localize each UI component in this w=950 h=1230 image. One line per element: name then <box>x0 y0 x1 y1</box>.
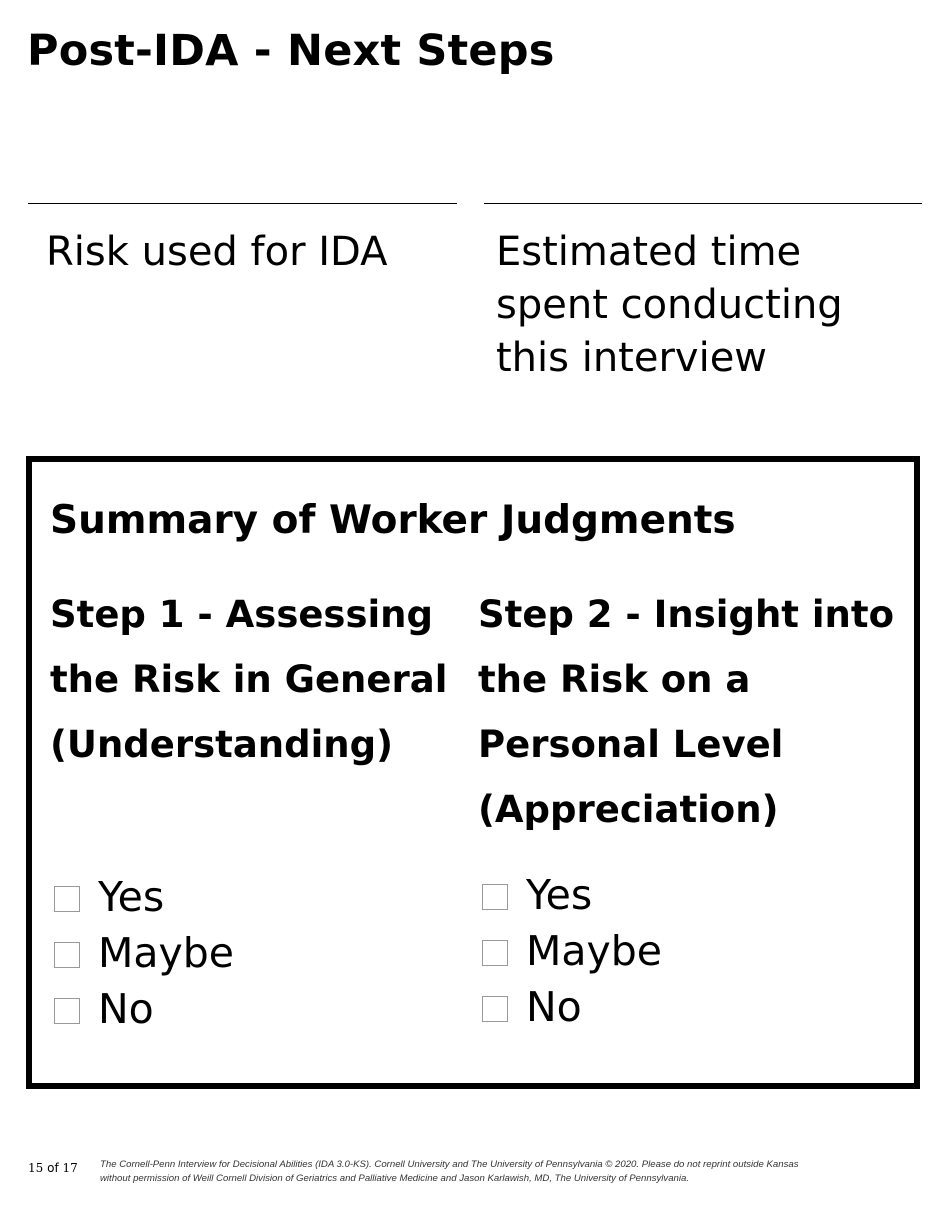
step2-option-yes[interactable] <box>482 867 662 923</box>
step1-column <box>50 582 460 1033</box>
checkbox[interactable] <box>482 996 508 1022</box>
option-label: No <box>526 983 582 1031</box>
step2-column <box>478 582 898 1031</box>
page-title: Post-IDA - Next Steps <box>27 26 555 76</box>
checkbox[interactable] <box>482 884 508 910</box>
checkbox[interactable] <box>54 886 80 912</box>
step2-option-maybe[interactable] <box>482 923 662 979</box>
step1-option-maybe[interactable] <box>54 925 234 981</box>
summary-box <box>26 456 920 1089</box>
summary-title: Summary of Worker Judgments <box>50 498 736 543</box>
copyright-note: The Cornell-Penn Interview for Decisional Abilities (IDA 3.0-KS). Cornell University and The University of Pennsylvania © 2020. Please do not reprint outside Kansas without permission of Weill Cornell Division of Geriatrics and Palliative Medicine and Jason Karlawish, MD, The University of Pennsylvania. <box>100 1159 799 1184</box>
page-number <box>28 1160 78 1176</box>
option-label: Maybe <box>526 927 663 975</box>
step2-heading: Step 2 - Insight into the Risk on a Personal Level (Appreciation) <box>478 593 894 831</box>
option-label: Yes <box>526 871 593 919</box>
option-label: Maybe <box>98 929 235 977</box>
time-field-label: Estimated time spent conducting this interview <box>496 229 843 381</box>
step1-option-yes[interactable] <box>54 869 234 925</box>
checkbox[interactable] <box>54 942 80 968</box>
risk-field-label: Risk used for IDA <box>46 229 388 275</box>
step1-heading: Step 1 - Assessing the Risk in General (Understanding) <box>50 593 448 766</box>
page-current: 15 <box>28 1161 44 1175</box>
risk-field-line[interactable] <box>28 203 457 204</box>
step2-options <box>482 867 662 1035</box>
time-field-line[interactable] <box>484 203 922 204</box>
step1-options <box>54 869 234 1037</box>
option-label: No <box>98 985 154 1033</box>
step2-option-no[interactable] <box>482 979 662 1035</box>
checkbox[interactable] <box>482 940 508 966</box>
checkbox[interactable] <box>54 998 80 1024</box>
option-label: Yes <box>98 873 165 921</box>
page-of: of <box>47 1161 59 1175</box>
page-total: 17 <box>62 1161 78 1175</box>
step1-option-no[interactable] <box>54 981 234 1037</box>
